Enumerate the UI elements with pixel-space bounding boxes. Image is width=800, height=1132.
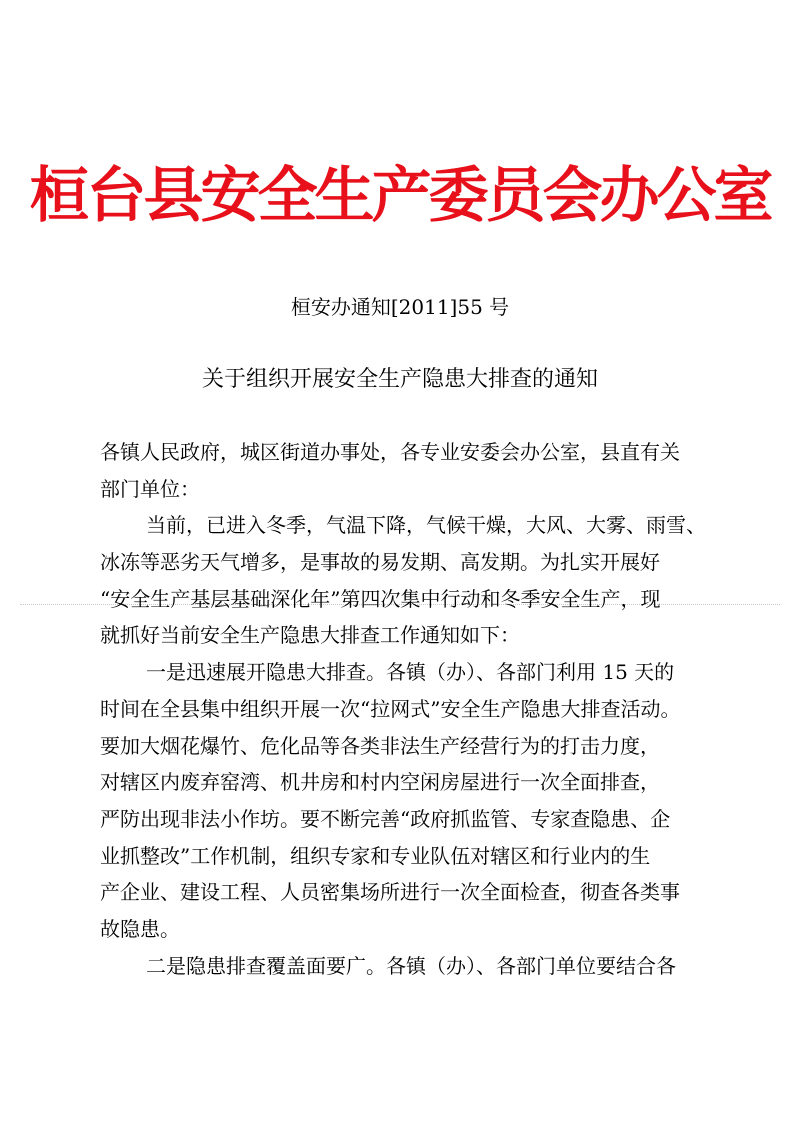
body-line: 业抓整改”工作机制，组织专家和专业队伍对辖区和行业内的生 (100, 843, 651, 868)
body-line: 二是隐患排查覆盖面要广。各镇（办）、各部门单位要结合各 (146, 953, 676, 978)
body-line: 要加大烟花爆竹、危化品等各类非法生产经营行为的打击力度， (100, 733, 660, 758)
addressee-line: 部门单位： (100, 476, 200, 501)
issuing-office-header: 桓台县安全生产委员会办公室 (29, 161, 771, 231)
body-line: 对辖区内废弃窑湾、机井房和村内空闲房屋进行一次全面排查， (100, 770, 660, 795)
body-line: 当前，已进入冬季，气温下降，气候干燥，大风、大雾、雨雪、 (146, 513, 706, 538)
body-line: 严防出现非法小作坊。要不断完善“政府抓监管、专家查隐患、企 (100, 806, 671, 831)
body-line: 故隐患。 (100, 916, 180, 941)
body-line: 就抓好当前安全生产隐患大排查工作通知如下： (100, 623, 520, 648)
body-line: 产企业、建设工程、人员密集场所进行一次全面检查，彻查各类事 (100, 880, 680, 905)
document-body (100, 434, 715, 984)
body-line: 一是迅速展开隐患大排查。各镇（办）、各部门利用 15 天的 (146, 660, 675, 685)
body-line: 冰冻等恶劣天气增多，是事故的易发期、高发期。为扎实开展好 (100, 550, 660, 575)
body-line: 时间在全县集中组织开展一次“拉网式”安全生产隐患大排查活动。 (100, 696, 681, 721)
document-title: 关于组织开展安全生产隐患大排查的通知 (201, 367, 598, 392)
document-number: 桓安办通知[2011]55 号 (290, 295, 510, 319)
addressee-line: 各镇人民政府，城区街道办事处，各专业安委会办公室，县直有关 (100, 440, 680, 464)
body-line: “安全生产基层基础深化年”第四次集中行动和冬季安全生产，现 (100, 586, 661, 611)
